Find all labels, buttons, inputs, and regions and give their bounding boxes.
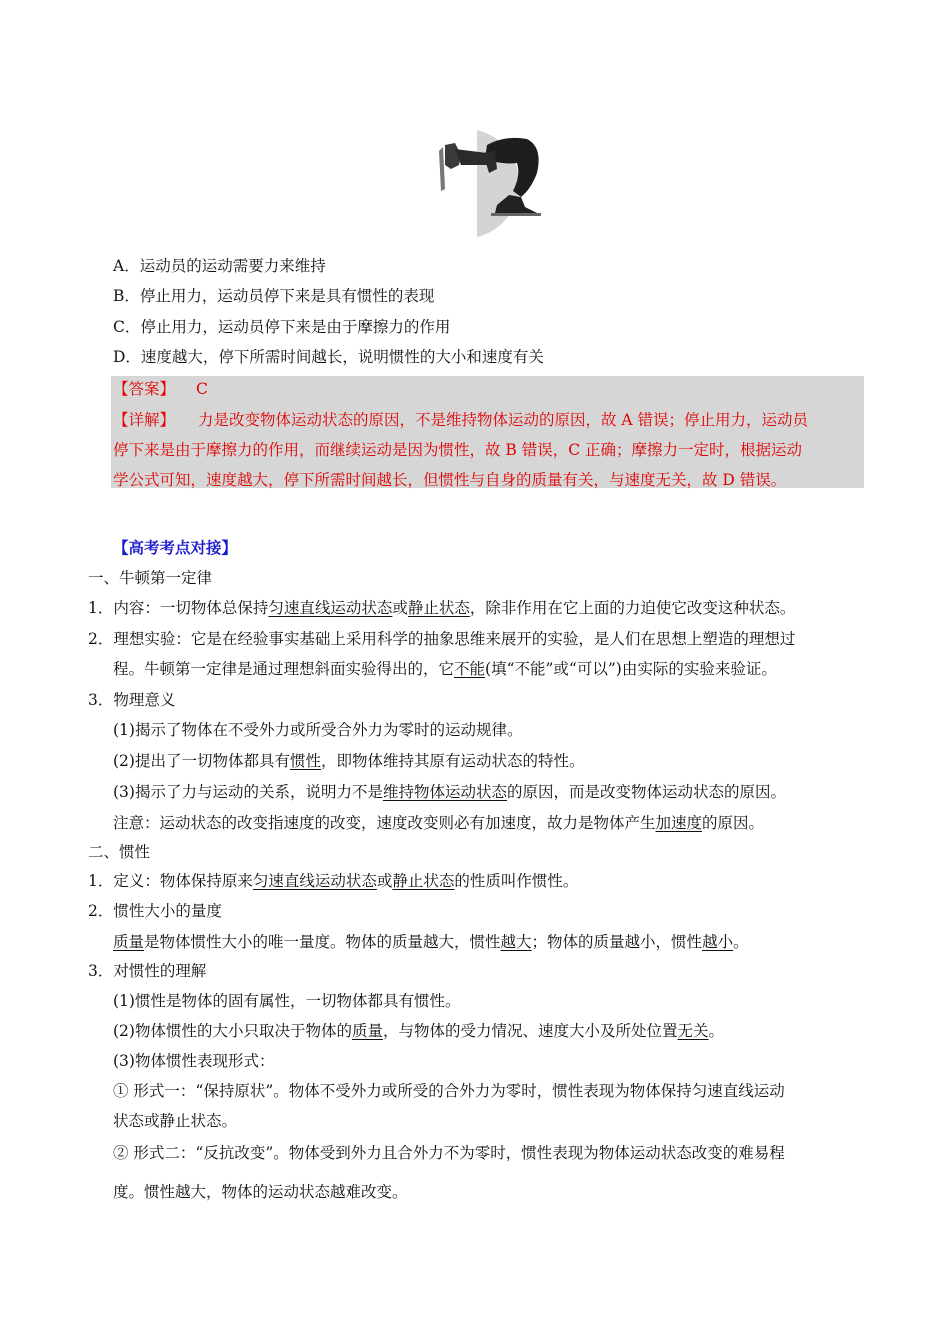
underlined-term: 匀速直线运动状态: [268, 599, 393, 617]
form2-line1: ② 形式二：“反抗改变”。物体受到外力且合外力不为零时，惯性表现为物体运动状态改变的难易程: [113, 1144, 785, 1162]
part1-item2-line2: [113, 659, 777, 679]
underlined-term: 加速度: [655, 814, 703, 832]
text: 。: [733, 933, 749, 951]
text: 1．内容：一切物体总保持: [88, 599, 269, 617]
part2-heading: 二、惯性: [88, 843, 151, 861]
form2-line2: 度。惯性越大，物体的运动状态越难改变。: [113, 1183, 408, 1201]
part1-sub1: (1)揭示了物体在不受外力或所受合外力为零时的运动规律。: [113, 721, 523, 739]
text: 是物体惯性大小的唯一量度。物体的质量越大，惯性: [144, 933, 501, 951]
part2-sub3: (3)物体惯性表现形式：: [113, 1052, 275, 1070]
text: ，除非作用在它上面的力迫使它改变这种状态。: [469, 599, 796, 617]
detail-label: 【详解】: [113, 411, 176, 429]
part2-item2-text: [113, 932, 749, 952]
underlined-term: 越大: [500, 933, 532, 951]
text: 的原因，而是改变物体运动状态的原因。: [506, 783, 786, 801]
part1-item3: 3．物理意义: [88, 691, 176, 709]
detail-line-3: 学公式可知，速度越大，停下所需时间越长，但惯性与自身的质量有关，与速度无关，故 D 错误。: [113, 471, 787, 489]
part2-sub1: (1)惯性是物体的固有属性，一切物体都具有惯性。: [113, 992, 461, 1010]
option-c: C．停止用力，运动员停下来是由于摩擦力的作用: [113, 318, 451, 336]
underlined-term: 质量: [113, 933, 145, 951]
text: ，与物体的受力情况、速度大小及所处位置: [382, 1022, 678, 1040]
part1-item1: [88, 598, 795, 618]
skate-icon: [425, 125, 550, 240]
text: 或: [392, 599, 408, 617]
text: 或: [376, 872, 393, 890]
underlined-term: 维持物体运动状态: [382, 783, 507, 801]
detail-line-1: [113, 410, 808, 430]
text: 的原因。: [702, 814, 765, 832]
part1-heading: 一、牛顿第一定律: [88, 569, 213, 587]
detail-line-2: 停下来是由于摩擦力的作用，而继续运动是因为惯性，故 B 错误，C 正确；摩擦力一定时，根据运动: [113, 441, 803, 459]
option-a: A．运动员的运动需要力来维持: [113, 257, 326, 275]
part2-item3: 3．对惯性的理解: [88, 962, 207, 980]
underlined-term: 无关: [677, 1022, 709, 1040]
underlined-term: 越小: [702, 933, 734, 951]
text: 。: [708, 1022, 725, 1040]
speed-skater-image: [425, 125, 550, 240]
text: 的性质叫作惯性。: [454, 872, 579, 890]
part2-item2: 2．惯性大小的量度: [88, 902, 222, 920]
detail-text-1: 力是改变物体运动状态的原因，不是维持物体运动的原因，故 A 错误；停止用力，运动员: [197, 411, 809, 429]
text: 程。牛顿第一定律是通过理想斜面实验得出的，它: [113, 660, 455, 678]
text: 1．定义：物体保持原来: [88, 872, 253, 890]
underlined-term: 静止状态: [407, 599, 470, 617]
part1-note: [113, 813, 764, 833]
answer-value: C: [195, 380, 208, 398]
answer-line: [113, 379, 208, 399]
option-b: B．停止用力，运动员停下来是具有惯性的表现: [113, 287, 435, 305]
text: (2)提出了一切物体都具有: [113, 752, 290, 770]
text: (2)物体惯性的大小只取决于物体的: [113, 1022, 352, 1040]
section-title: 【高考考点对接】: [113, 538, 238, 557]
text: 注意：运动状态的改变指速度的改变，速度改变则必有加速度，故力是物体产生: [113, 814, 656, 832]
underlined-term: 静止状态: [392, 872, 455, 890]
underlined-term: 质量: [351, 1022, 383, 1040]
form1-line1: ① 形式一：“保持原状”。物体不受外力或所受的合外力为零时，惯性表现为物体保持匀速直线运动: [113, 1082, 785, 1100]
text: (3)揭示了力与运动的关系，说明力不是: [113, 783, 383, 801]
part1-item2-line1: 2．理想实验：它是在经验事实基础上采用科学的抽象思维来展开的实验，是人们在思想上塑造的理想过: [88, 630, 796, 648]
text: ；物体的质量越小，惯性: [531, 933, 703, 951]
option-d: D．速度越大，停下所需时间越长，说明惯性的大小和速度有关: [113, 348, 544, 366]
part1-sub3: [113, 782, 786, 802]
text: ，即物体维持其原有运动状态的特性。: [320, 752, 585, 770]
part2-item1: [88, 871, 578, 891]
part2-sub2: [113, 1021, 724, 1041]
answer-label: 【答案】: [113, 380, 176, 398]
part1-sub2: [113, 751, 585, 771]
text: (填“不能”或“可以”)由实际的实验来验证。: [485, 660, 777, 678]
form1-line2: 状态或静止状态。: [113, 1112, 238, 1130]
underlined-term: 不能: [454, 660, 486, 678]
underlined-term: 匀速直线运动状态: [252, 872, 377, 890]
underlined-term: 惯性: [289, 752, 321, 770]
